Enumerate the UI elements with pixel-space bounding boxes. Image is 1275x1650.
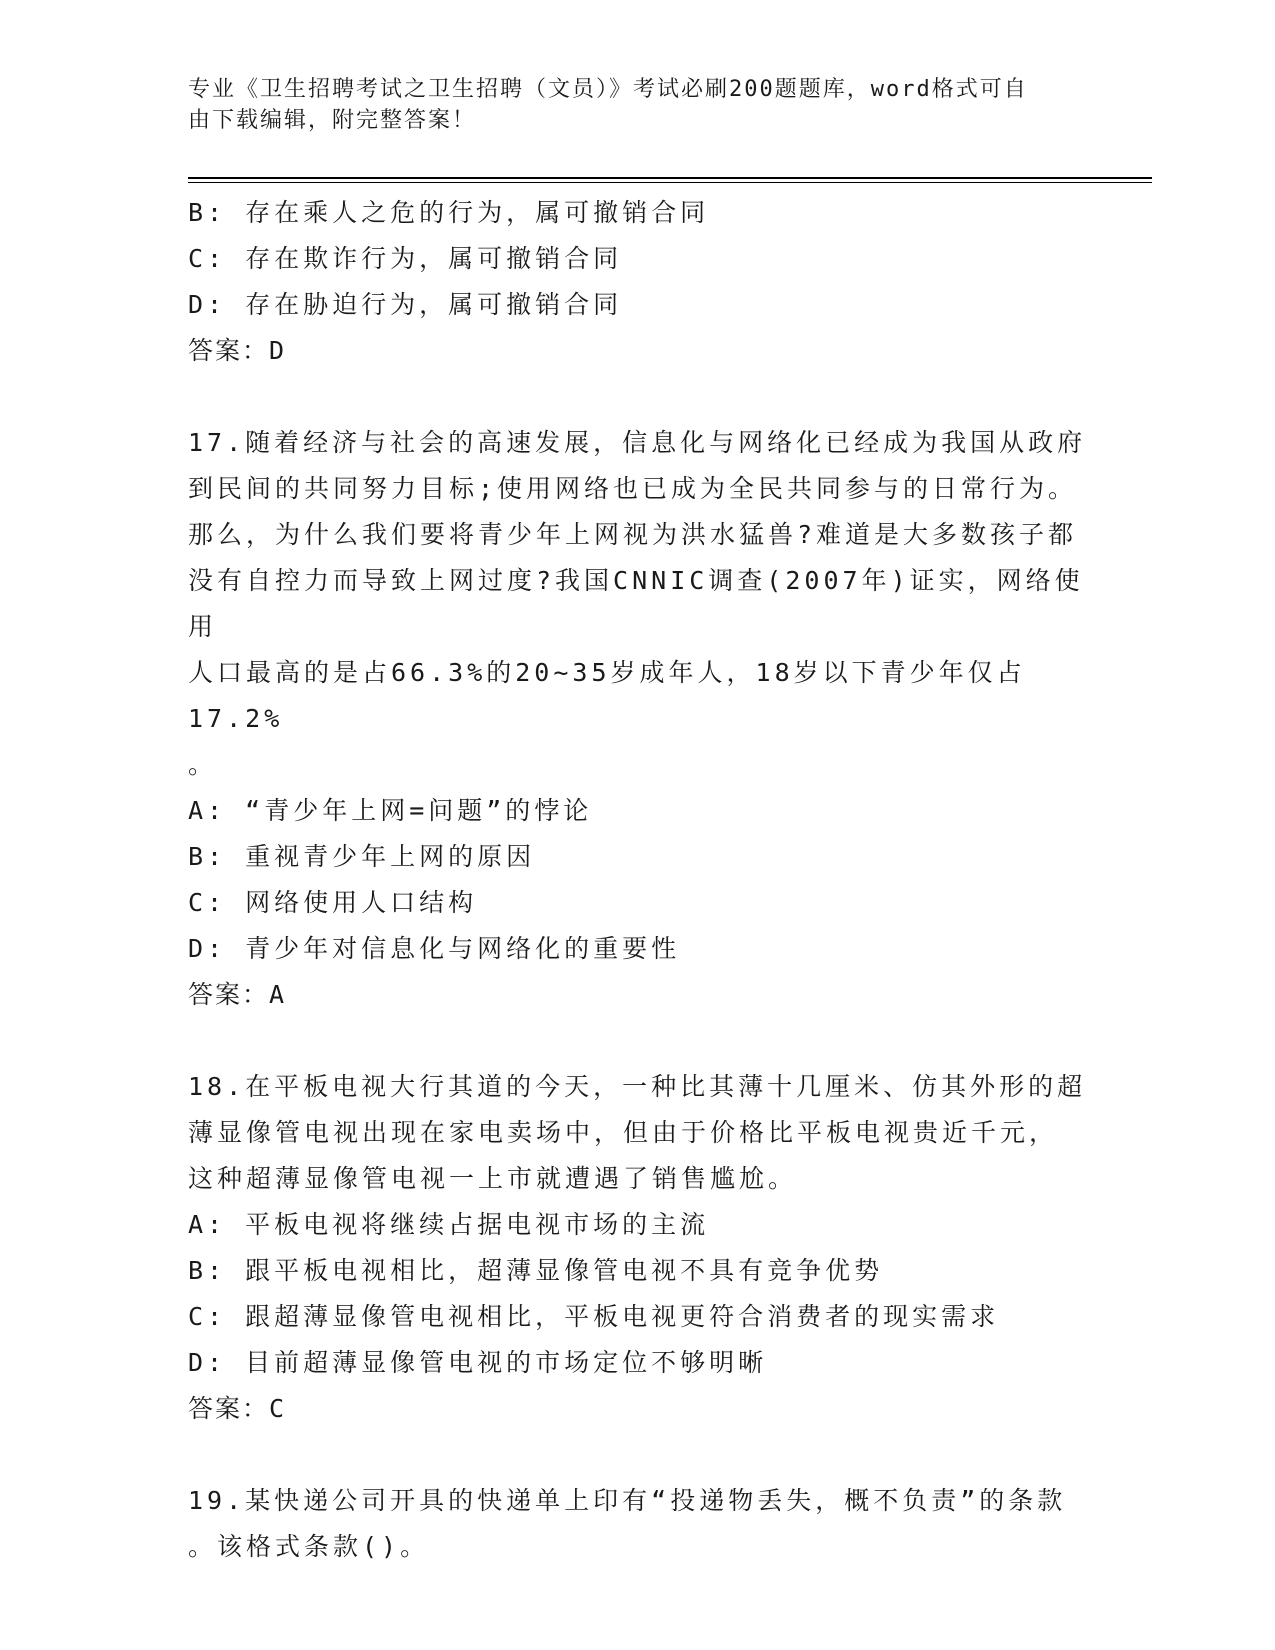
q16-option-d: D: 存在胁迫行为，属可撤销合同 bbox=[188, 290, 623, 319]
question-17-block bbox=[188, 420, 1088, 1018]
q18-option-c: C: 跟超薄显像管电视相比，平板电视更符合消费者的现实需求 bbox=[188, 1302, 1000, 1331]
spacer bbox=[188, 374, 1088, 420]
q16-answer: 答案：D bbox=[188, 336, 287, 365]
q19-stem-line: 19.某快递公司开具的快递单上印有“投递物丢失，概不负责”的条款 bbox=[188, 1486, 1067, 1515]
q18-option-b: B: 跟平板电视相比，超薄显像管电视不具有竞争优势 bbox=[188, 1256, 884, 1285]
q18-option-a: A: 平板电视将继续占据电视市场的主流 bbox=[188, 1210, 710, 1239]
q18-stem-line: 薄显像管电视出现在家电卖场中，但由于价格比平板电视贵近千元， bbox=[188, 1118, 1059, 1147]
q17-stem-line: 没有自控力而导致上网过度?我国CNNIC调查(2007年)证实，网络使用 bbox=[188, 566, 1084, 641]
spacer bbox=[188, 1432, 1088, 1478]
q19-stem-line: 。该格式条款()。 bbox=[188, 1532, 430, 1561]
q18-option-d: D: 目前超薄显像管电视的市场定位不够明晰 bbox=[188, 1348, 768, 1377]
q17-stem-line: 那么，为什么我们要将青少年上网视为洪水猛兽?难道是大多数孩子都 bbox=[188, 520, 1078, 549]
q17-option-b: B: 重视青少年上网的原因 bbox=[188, 842, 536, 871]
question-19-block bbox=[188, 1478, 1088, 1570]
q17-stem-line: 人口最高的是占66.3%的20~35岁成年人，18岁以下青少年仅占17.2% bbox=[188, 658, 1026, 733]
question-16-block bbox=[188, 190, 1088, 374]
q17-answer: 答案：A bbox=[188, 980, 287, 1009]
document-header bbox=[188, 74, 1068, 136]
q17-stem-line: 到民间的共同努力目标;使用网络也已成为全民共同参与的日常行为。 bbox=[188, 474, 1078, 503]
q16-option-c: C: 存在欺诈行为，属可撤销合同 bbox=[188, 244, 623, 273]
q17-option-d: D: 青少年对信息化与网络化的重要性 bbox=[188, 934, 681, 963]
q17-option-c: C: 网络使用人口结构 bbox=[188, 888, 478, 917]
q17-stem-line: 。 bbox=[188, 750, 218, 779]
q18-stem-line: 这种超薄显像管电视一上市就遭遇了销售尴尬。 bbox=[188, 1164, 798, 1193]
q18-stem-line: 18.在平板电视大行其道的今天，一种比其薄十几厘米、仿其外形的超 bbox=[188, 1072, 1087, 1101]
header-divider-thick bbox=[188, 177, 1152, 179]
spacer bbox=[188, 1018, 1088, 1064]
header-line-1: 专业《卫生招聘考试之卫生招聘（文员）》考试必刷200题题库，word格式可自 bbox=[188, 77, 1028, 102]
q17-option-a: A: “青少年上网=问题”的悖论 bbox=[188, 796, 593, 825]
header-divider-thin bbox=[188, 182, 1152, 183]
q16-option-b: B: 存在乘人之危的行为，属可撤销合同 bbox=[188, 198, 710, 227]
question-18-block bbox=[188, 1064, 1088, 1432]
question-content bbox=[188, 190, 1088, 1570]
header-line-2: 由下载编辑，附完整答案！ bbox=[188, 108, 477, 133]
q17-stem-line: 17.随着经济与社会的高速发展，信息化与网络化已经成为我国从政府 bbox=[188, 428, 1087, 457]
q18-answer: 答案：C bbox=[188, 1394, 287, 1423]
